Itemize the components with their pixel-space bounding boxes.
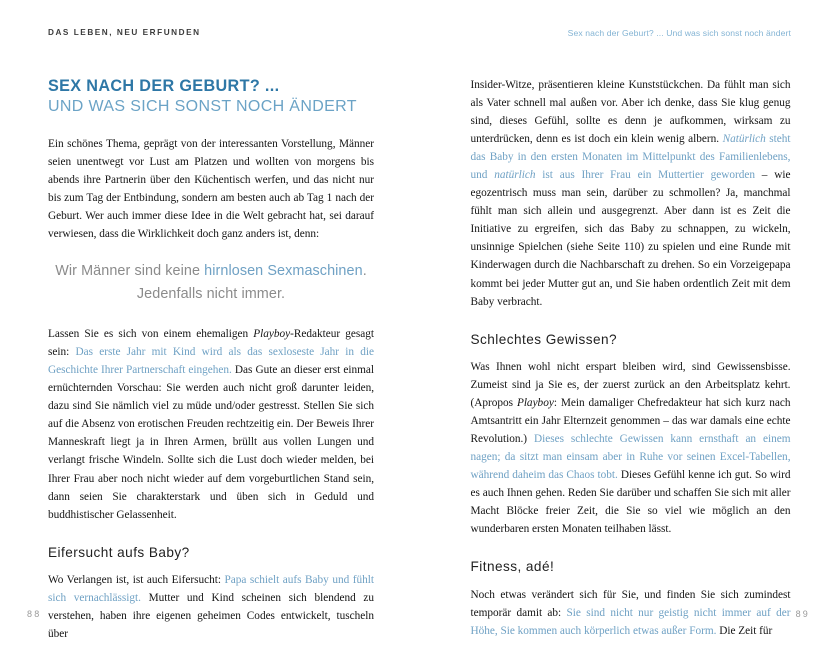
subhead-fitness: Fitness, adé! (470, 559, 555, 575)
paragraph-insider-highlight-2: ist aus Ihrer Frau ein Muttertier geworden (535, 169, 755, 182)
paragraph-insider-highlight-italic-1: Natürlich (722, 133, 766, 146)
paragraph-insider-text-2: – wie egozentrisch muss man sein, darüber zu schmollen? Ja, manchmal fühlt man sich allein und ausgegrenzt. Aber dann ist es Zeit die Initiative zu ergreifen, sich das Baby zu schnappen, zu wickeln, unsinnige Spielchen (siehe Seite 110) zu spielen und eine Runde mit Kinderwagen durch die Nachbarschaft zu drehen. So ein Vorzeigepapa kommt bei jeder Mutter gut an, und Sie haben ordentlich Zeit mit dem Baby verbracht. (470, 169, 791, 308)
running-head-verso: DAS LEBEN, NEU ERFUNDEN (48, 28, 201, 37)
running-head-recto: Sex nach der Geburt? ... Und was sich sonst noch ändert (567, 28, 791, 38)
paragraph-insider-highlight-italic-2: natürlich (494, 169, 536, 182)
paragraph-fitness-text-1: Noch etwas verändert sich für Sie, und finden Sie sich zumindest temporär damit ab: (470, 588, 791, 619)
paragraph-gewissen-italic-1: Playboy (516, 397, 554, 410)
pull-quote-text-2: . Jedenfalls nicht immer. (136, 263, 367, 302)
paragraph-fitness-text-2: Die Zeit für (716, 624, 773, 637)
pull-quote-text-1: Wir Männer sind keine (55, 263, 205, 280)
paragraph-gewissen-highlight: Dieses schlechte Gewissen kann ernsthaft an einem nagen; da sitzt man einsam aber in Ruhe vor seinen Excel-Tabellen, während daheim das Chaos tobt. (470, 433, 791, 482)
paragraph-gewissen-text-2: : Mein damaliger Chefredakteur hat sich kurz nach Amtsantritt ein Jahr Elternzeit genommen – das war damals eine echte Revolution.) (470, 397, 791, 446)
chapter-title-line-1: SEX NACH DER GEBURT? ... (48, 77, 280, 95)
subhead-gewissen: Schlechtes Gewissen? (470, 331, 618, 347)
paragraph-gewissen-text-1: Was Ihnen wohl nicht erspart bleiben wird, sind Gewissensbisse. Zumeist sind ja Sie es, der zuerst zurück an den Arbeitsplatz kehrt. (Apropos (470, 360, 791, 410)
paragraph-eifersucht-text-2: Mutter und Kind scheinen sich blendend zu verstehen, haben ihre eigenen geheimen Codes entwickelt, tuscheln über (48, 592, 374, 641)
page-number-verso: 88 (27, 609, 42, 619)
verso-text-column (48, 76, 374, 643)
paragraph-eifersucht-highlight: Papa schielt aufs Baby und fühlt sich vernachlässigt. (48, 573, 374, 605)
paragraph-fitness-highlight: Sie sind nicht nur geistig nicht immer auf der Höhe, Sie kommen auch körperlich etwas außer Form. (470, 606, 791, 637)
pull-quote-highlight: hirnlosen Sexmaschinen (204, 263, 363, 280)
paragraph-playboy-text-1: Lassen Sie es sich von einem ehemaligen (48, 328, 254, 341)
paragraph-insider-highlight-1: steht das Baby in den ersten Monaten im Mittelpunkt des Familienlebens, und (470, 133, 791, 182)
paragraph-intro: Ein schönes Thema, geprägt von der interessanten Vorstellung, Männer seien unentwegt vor Lust am Platzen und wollten von morgens bis abends ihre Partnerin über den Küchentisch werfen, und das nicht nur bis zum Tag der Entbindung, sondern am besten auch ab Tag 1 nach der Geburt. Wer auch immer diese Idee in die Welt gebracht hat, sei darauf verwiesen, dass die Wirklichkeit doch ganz anders ist, denn: (48, 137, 374, 241)
page-number-recto: 89 (795, 609, 810, 619)
pull-quote (48, 260, 374, 305)
paragraph-insider-text-1: Insider-Witze, präsentieren kleine Kunststückchen. Da fühlt man sich als Vater schnell mal außen vor. Aber ich denke, dass Sie klug genug sind, dieses Gefühl, sollte es denn je aufkommen, wirksam zu unterdrücken, denn es ist doch ein klein wenig albern. (470, 79, 791, 146)
paragraph-playboy (48, 325, 374, 524)
recto-text-column (471, 76, 791, 640)
paragraph-playboy-text-2: -Redakteur gesagt sein: (48, 328, 375, 359)
paragraph-insider (471, 76, 791, 311)
paragraph-eifersucht (48, 571, 374, 643)
chapter-title-line-2: UND WAS SICH SONST NOCH ÄNDERT (48, 98, 357, 116)
paragraph-playboy-highlight: Das erste Jahr mit Kind wird als das sexloseste Jahr in die Geschichte Ihrer Partnerschaft eingehen. (48, 346, 375, 377)
paragraph-gewissen (471, 358, 791, 538)
paragraph-playboy-italic-1: Playboy (253, 328, 291, 341)
paragraph-gewissen-text-3: Dieses Gefühl kenne ich gut. So wird es auch Ihnen gehen. Reden Sie darüber und schaffen Sie sich mit aller Macht Blöcke freier Zeit, die Sie so viel wie möglich an den wunderbaren ersten Monaten teilhaben lässt. (470, 469, 791, 536)
recto-page (417, 0, 833, 648)
subhead-eifersucht: Eifersucht aufs Baby? (48, 544, 190, 560)
paragraph-playboy-text-3: Das Gute an dieser erst einmal ernüchternden Vorschau: Sie werden auch nicht groß darunter leiden, dazu sind Sie nämlich viel zu müde und/oder gestresst. Stellen Sie sich auf die Absenz von erotischen Freuden rechtzeitig ein. Der Beweis Ihrer Manneskraft liegt ja in Ihren Armen, brüllt aus vollen Lungen und verlangt frische Windeln. Sollte sich die Lust doch wieder melden, bei Ihrer Frau aber noch nicht wieder auf dem vorgeburtlichen Stand sein, dann seien Sie charakterstark und üben sich in Geduld und buddhistischer Gelassenheit. (48, 364, 374, 521)
paragraph-eifersucht-text-1: Wo Verlangen ist, ist auch Eifersucht: (48, 573, 225, 586)
paragraph-fitness (471, 586, 791, 640)
chapter-title (48, 76, 374, 118)
